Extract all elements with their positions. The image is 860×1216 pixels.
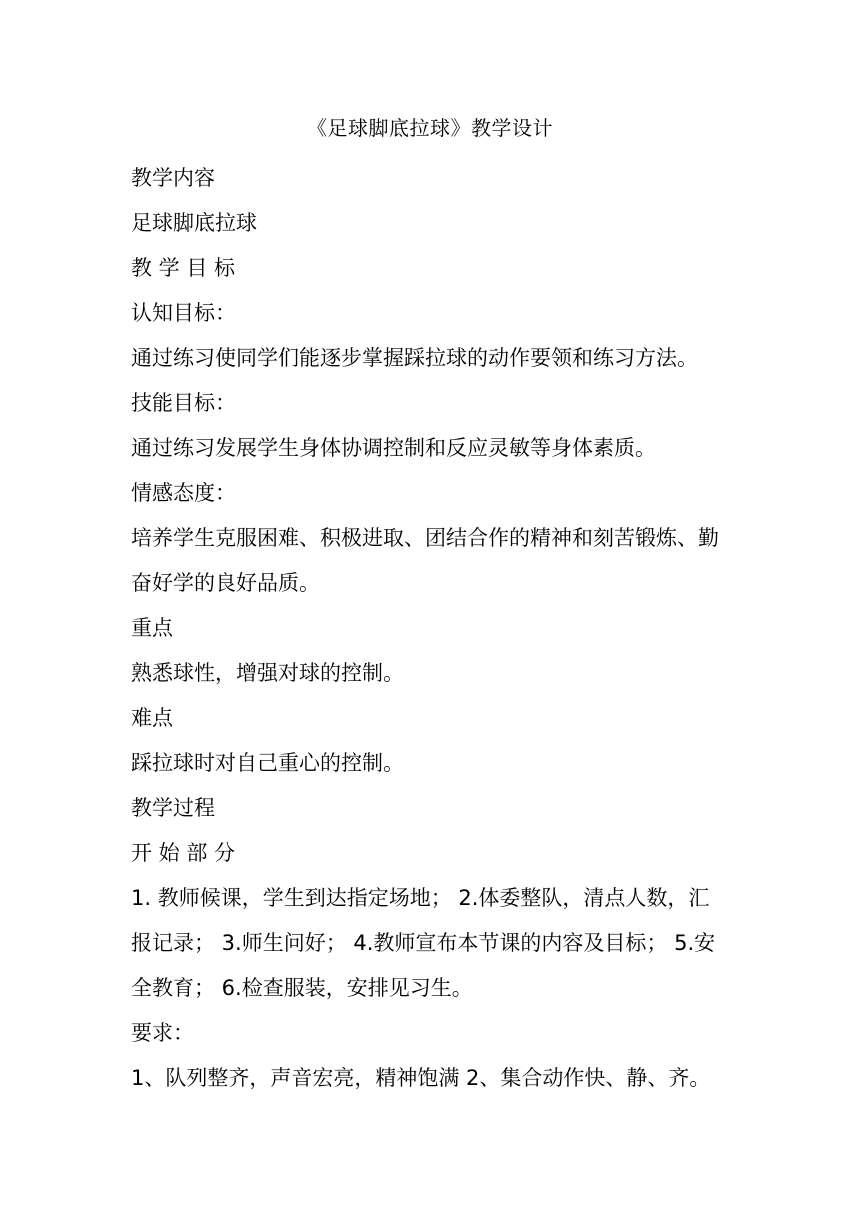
requirements-text: 1、队列整齐，声音宏亮，精神饱满 2、集合动作快、静、齐。 — [131, 1066, 711, 1090]
skill-goal-heading: 技能目标： — [131, 391, 236, 415]
key-point-text: 熟悉球性，增强对球的控制。 — [131, 661, 404, 685]
start-part-text-line-1: 1. 教师候课，学生到达指定场地； 2.体委整队，清点人数，汇 — [131, 886, 710, 910]
teaching-content-heading: 教学内容 — [131, 166, 215, 190]
teaching-goals-heading: 教 学 目 标 — [131, 256, 236, 280]
cognitive-goal-text: 通过练习使同学们能逐步掌握踩拉球的动作要领和练习方法。 — [131, 346, 698, 370]
requirements-heading: 要求： — [131, 1021, 194, 1045]
teaching-content-text: 足球脚底拉球 — [131, 211, 257, 235]
teaching-process-heading: 教学过程 — [131, 796, 215, 820]
start-part-text-line-3: 全教育； 6.检查服装，安排见习生。 — [131, 976, 473, 1000]
cognitive-goal-heading: 认知目标： — [131, 301, 236, 325]
key-point-heading: 重点 — [131, 616, 173, 640]
skill-goal-text: 通过练习发展学生身体协调控制和反应灵敏等身体素质。 — [131, 436, 656, 460]
difficulty-heading: 难点 — [131, 706, 173, 730]
difficulty-text: 踩拉球时对自己重心的控制。 — [131, 751, 404, 775]
document-body — [131, 156, 731, 1101]
emotion-goal-text-line-1: 培养学生克服困难、积极进取、团结合作的精神和刻苦锻炼、勤 — [131, 526, 719, 550]
document-title: 《足球脚底拉球》教学设计 — [307, 116, 553, 140]
start-part-text-line-2: 报记录； 3.师生问好； 4.教师宣布本节课的内容及目标； 5.安 — [131, 931, 716, 955]
start-part-heading: 开 始 部 分 — [131, 841, 236, 865]
emotion-goal-text-line-2: 奋好学的良好品质。 — [131, 571, 320, 595]
emotion-goal-heading: 情感态度： — [131, 481, 236, 505]
